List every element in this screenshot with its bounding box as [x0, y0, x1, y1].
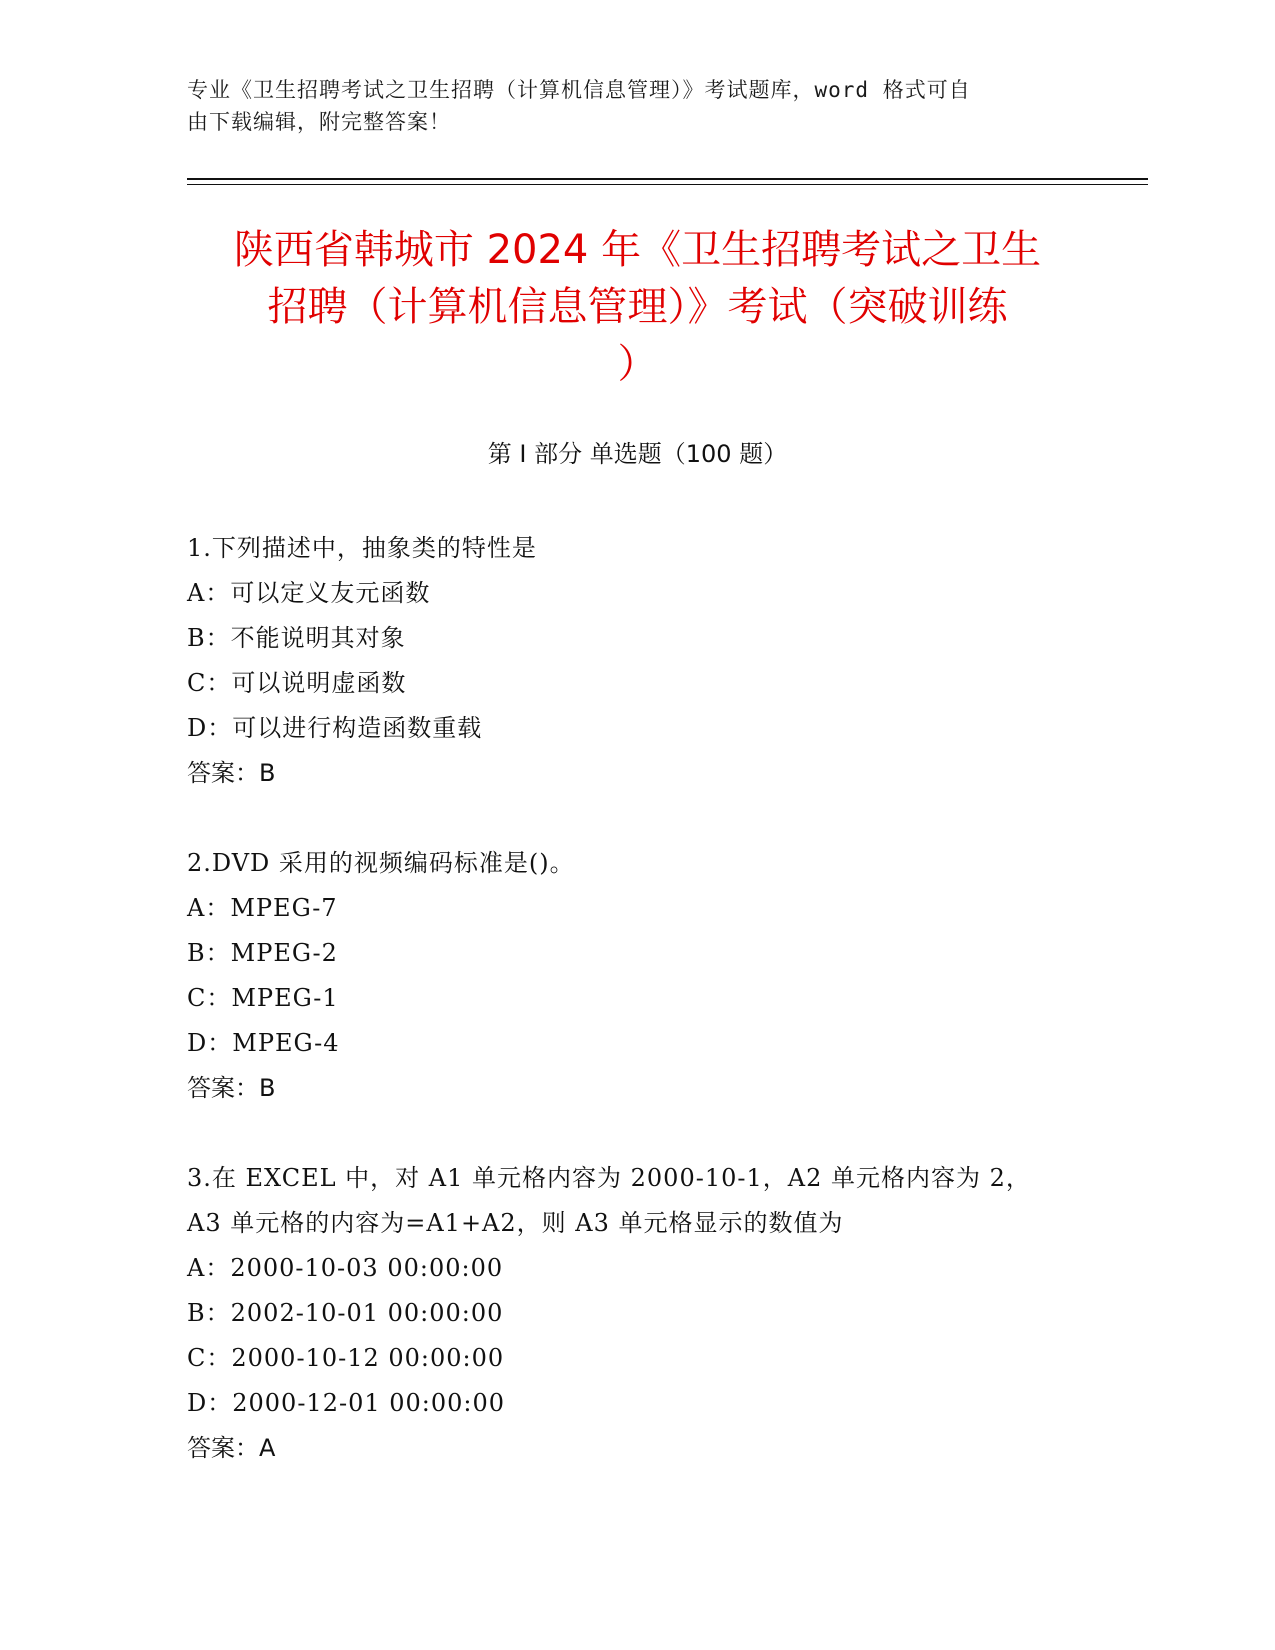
question-stem-line-2: A3 单元格的内容为=A1+A2，则 A3 单元格显示的数值为 — [187, 1209, 844, 1237]
question-3 — [187, 1156, 1087, 1471]
option-d: D：可以进行构造函数重载 — [187, 714, 483, 742]
question-1 — [187, 526, 1087, 796]
question-stem-line-1: 3.在 EXCEL 中，对 A1 单元格内容为 2000-10-1，A2 单元格内容为 2， — [187, 1164, 1031, 1192]
question-2 — [187, 841, 1087, 1111]
option-c: C：可以说明虚函数 — [187, 669, 407, 697]
answer: 答案：B — [187, 1074, 276, 1102]
title-line-2: 招聘（计算机信息管理）》考试（突破训练 — [267, 284, 1008, 330]
option-d: D：MPEG-4 — [187, 1029, 340, 1057]
question-stem: 2.DVD 采用的视频编码标准是()。 — [187, 849, 575, 877]
option-b: B：MPEG-2 — [187, 939, 338, 967]
answer: 答案：A — [187, 1434, 276, 1462]
title-line-3: ） — [617, 341, 658, 387]
header-note — [187, 74, 1067, 138]
header-rule-thin — [187, 184, 1148, 185]
option-b: B：2002-10-01 00:00:00 — [187, 1299, 504, 1327]
header-note-line-2: 由下载编辑，附完整答案！ — [187, 110, 451, 134]
option-c: C：MPEG-1 — [187, 984, 339, 1012]
option-c: C：2000-10-12 00:00:00 — [187, 1344, 505, 1372]
section-heading: 第 I 部分 单选题（100 题） — [487, 440, 788, 468]
title-line-1: 陕西省韩城市 2024 年《卫生招聘考试之卫生 — [233, 227, 1042, 273]
option-a: A：可以定义友元函数 — [187, 579, 431, 607]
option-d: D：2000-12-01 00:00:00 — [187, 1389, 506, 1417]
question-list — [187, 526, 1087, 1516]
option-a: A：MPEG-7 — [187, 894, 338, 922]
option-a: A：2000-10-03 00:00:00 — [187, 1254, 504, 1282]
question-stem: 1.下列描述中，抽象类的特性是 — [187, 534, 537, 562]
answer: 答案：B — [187, 759, 276, 787]
document-title — [150, 222, 1125, 393]
header-note-line-1: 专业《卫生招聘考试之卫生招聘（计算机信息管理）》考试题库，word 格式可自 — [187, 78, 971, 102]
option-b: B：不能说明其对象 — [187, 624, 406, 652]
header-rule-thick — [187, 178, 1148, 180]
